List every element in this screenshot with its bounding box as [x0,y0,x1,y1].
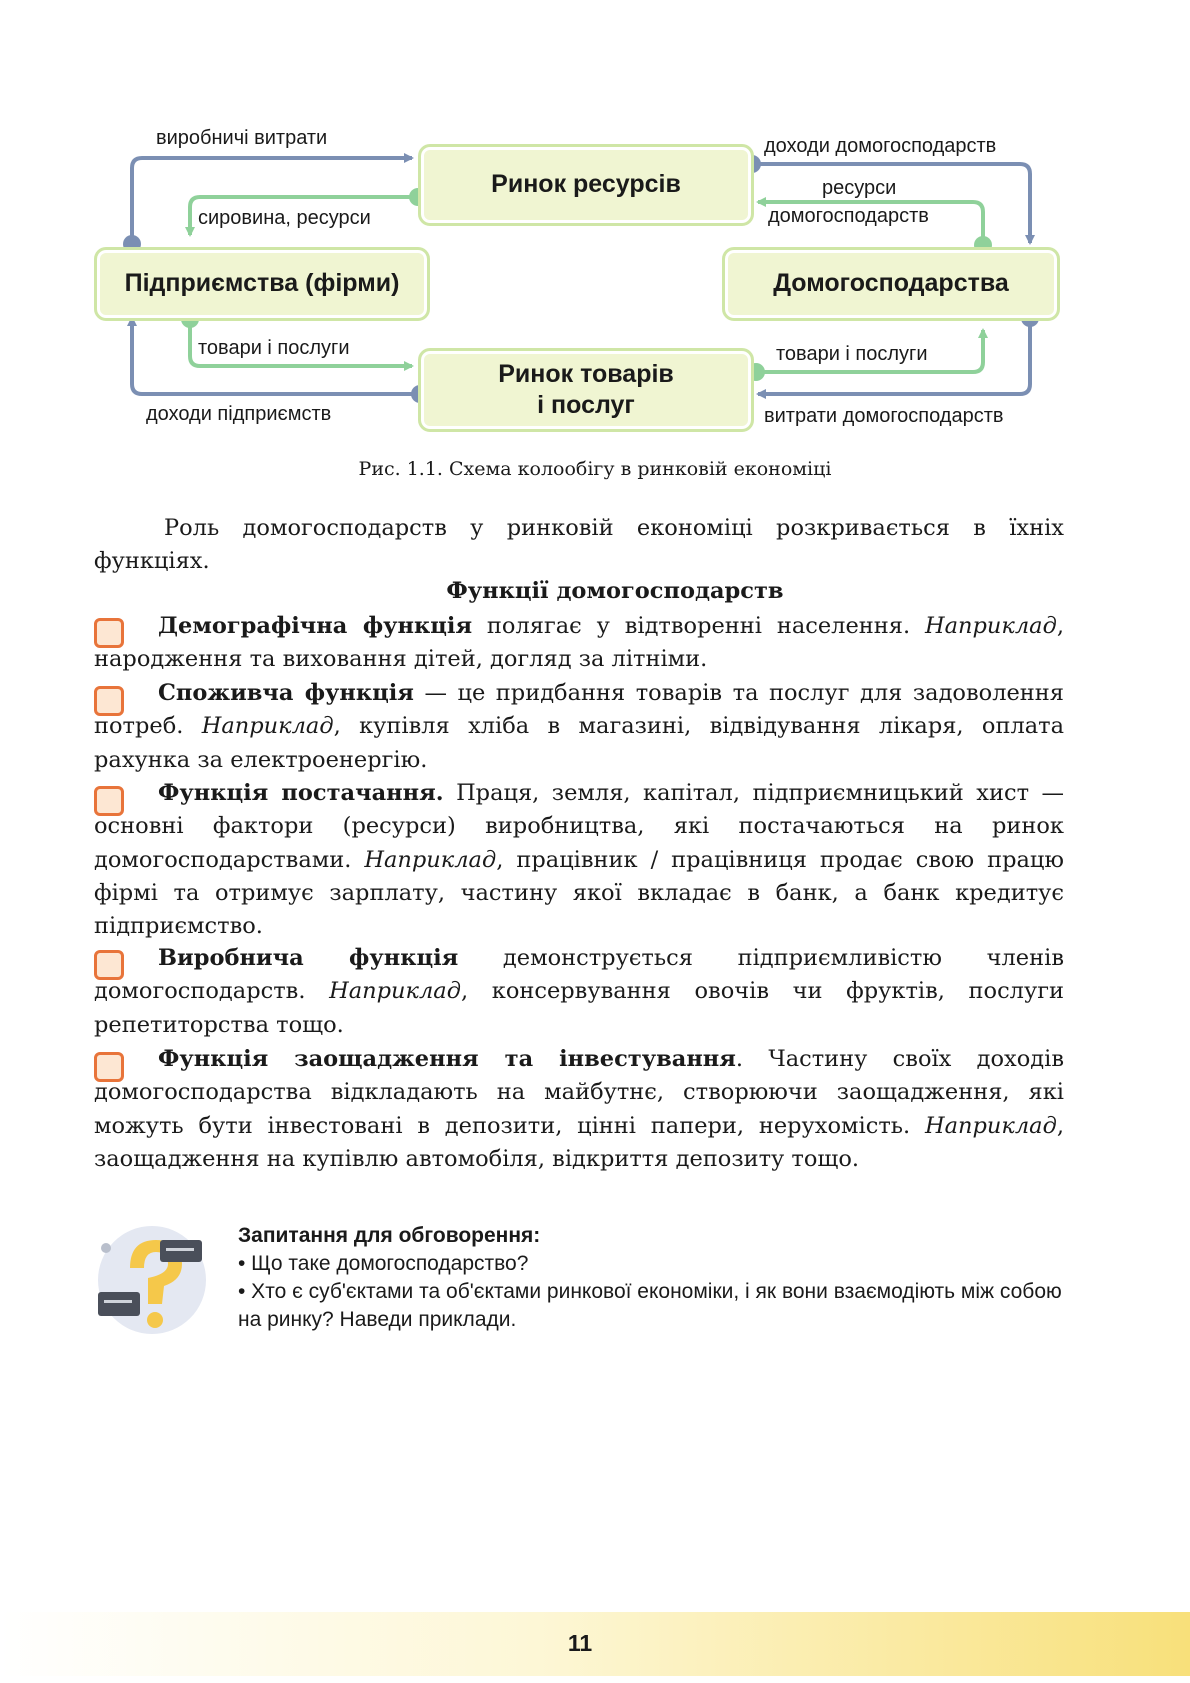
function-example: , народження та виховання дітей, догляд за літніми. [94,613,1064,673]
circular-flow-diagram [0,0,1190,450]
function-item [94,942,1064,1042]
function-name: Виробнича функція [158,945,459,971]
households-box [722,247,1060,321]
example-label: Наприклад [329,978,461,1005]
section-title: Функції домогосподарств [446,578,784,604]
function-example: , консервування овочів чи фруктів, послуги репетиторства тощо. [94,978,1064,1038]
question-item: • Хто є суб'єктами та об'єктами ринкової економіки, і як вони взаємодіють між собою на ринку? Наведи приклади. [238,1280,1062,1331]
discussion-questions [238,1222,1078,1334]
households-label: Домогосподарства [773,269,1009,298]
function-example: , купівля хліба в магазині, відвідування лікаря, оплата рахунка за електроенергію. [94,713,1065,773]
example-label: Наприклад [364,846,497,873]
function-name: Функція постачання. [158,780,444,806]
function-item [94,610,1064,677]
label-firm-income: доходи підприємств [146,403,332,425]
resource-market-box [418,144,754,226]
function-name: Функція заощадження та інвестування [158,1046,736,1072]
function-name: Демографічна функція [158,613,473,639]
question-item: • Що таке домогосподарство? [238,1252,529,1275]
page-number: 11 [567,1630,593,1656]
label-production-costs: виробничі витрати [156,127,328,149]
question-bubbles-icon [90,1218,210,1338]
label-goods-services-right: товари і послуги [776,343,928,365]
function-item [94,1043,1064,1176]
label-household-spending: витрати домогосподарств [764,405,1004,427]
function-example: , працівник / працівниця продає свою працю фірмі та отримує зарплату, частину якої вкладає в банк, а банк кредитує підприємство. [94,846,1064,940]
function-item [94,677,1064,777]
function-text: полягає у відтворенні населення. [472,613,925,639]
function-text: Праця, земля, капітал, підприємницький хист — основні фактори (ресурси) виробництва, які постачаються на ринок домогосподарствами. [94,780,1065,873]
example-label: Наприклад [201,713,334,740]
questions-title: Запитання для обговорення: [238,1224,541,1247]
label-raw-materials: сировина, ресурси [198,207,371,229]
function-item [94,777,1064,943]
function-example: , заощадження на купівлю автомобіля, відкриття депозиту тощо. [94,1112,1064,1172]
firms-label: Підприємства (фірми) [124,269,400,298]
function-text: демонструється підприємливістю членів домогосподарств. [94,945,1064,1005]
goods-market-label-line2: і послуг [537,391,635,419]
function-text: . Частину своїх доходів домогосподарства відкладають на майбутнє, створюючи заощадження, які можуть бути інвестовані в депозити, цінні папери, нерухомість. [94,1046,1064,1139]
label-household-resources-1: ресурси [822,177,897,199]
goods-market-label-line1: Ринок товарів [498,359,674,388]
label-household-income: доходи домогосподарств [764,135,997,157]
firms-box [94,247,430,321]
label-goods-services-left: товари і послуги [198,337,350,359]
example-label: Наприклад [924,1112,1057,1139]
resource-market-label: Ринок ресурсів [491,170,681,199]
intro-paragraph: Роль домогосподарств у ринковій економіці розкривається в їхніх функціях. [94,515,1064,575]
function-name: Споживча функція [158,680,414,706]
label-household-resources-2: домогосподарств [768,205,929,227]
figure-caption: Рис. 1.1. Схема колообігу в ринковій економіці [358,458,832,480]
goods-market-box [418,348,754,432]
function-text: — це придбання товарів та послуг для задоволення потреб. [94,680,1064,740]
example-label: Наприклад [924,613,1057,639]
arrow-production-costs [132,158,412,244]
